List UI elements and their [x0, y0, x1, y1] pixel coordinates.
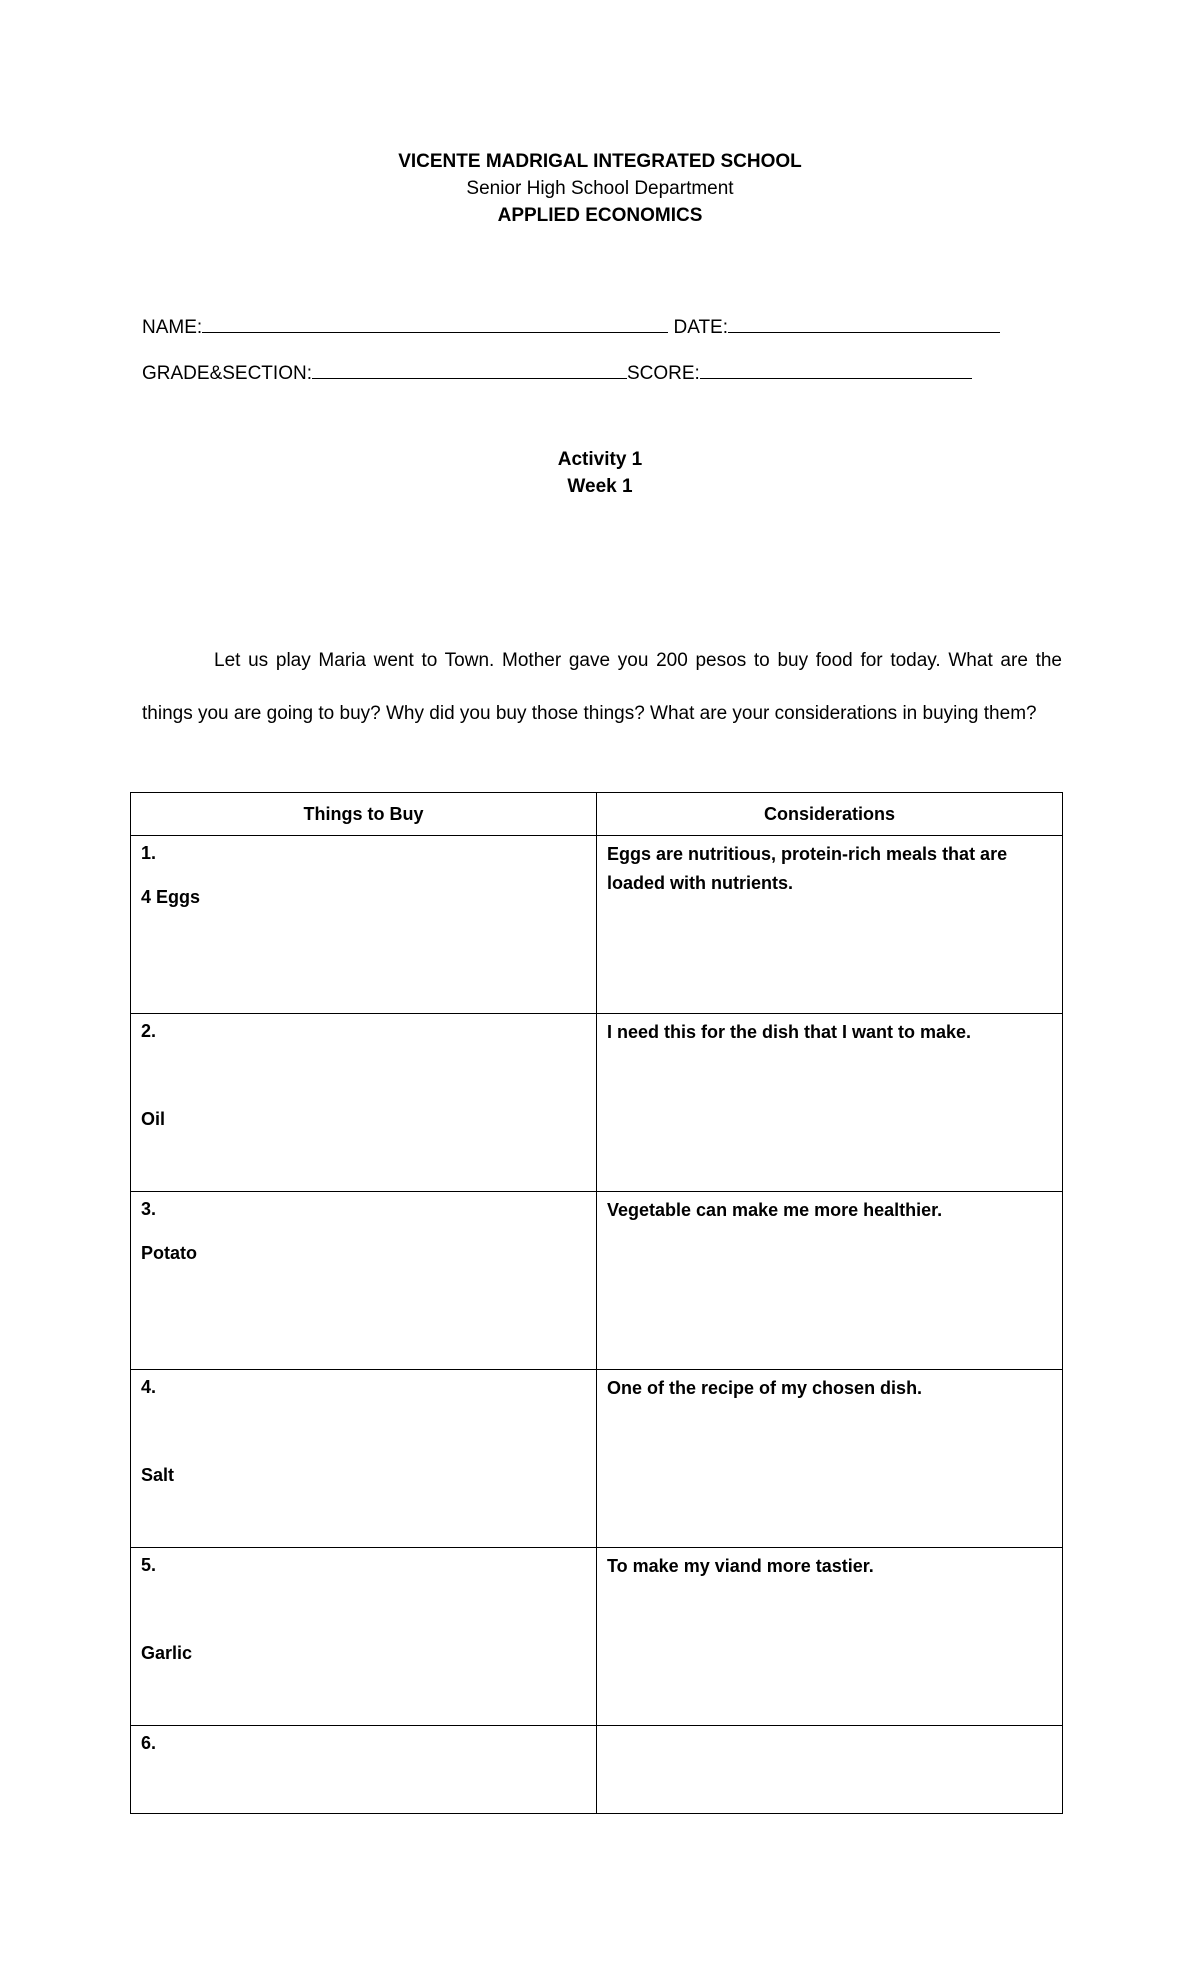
consideration-cell[interactable] [597, 1726, 1063, 1814]
consideration-text: One of the recipe of my chosen dish. [607, 1378, 923, 1398]
consideration-text: To make my viand more tastier. [607, 1556, 874, 1576]
table-header-row [131, 793, 1063, 836]
item-number: 2. [141, 1021, 157, 1041]
name-blank[interactable] [202, 316, 668, 333]
grade-score-line [142, 362, 972, 386]
date-label: DATE: [673, 317, 729, 338]
consideration-text: Eggs are nutritious, protein-rich meals that are loaded with nutrients. [607, 844, 1008, 893]
item-cell[interactable] [131, 1192, 597, 1370]
item-number: 5. [141, 1555, 157, 1575]
table-row [131, 1548, 1063, 1726]
score-blank[interactable] [700, 362, 972, 379]
table-row [131, 836, 1063, 1014]
item-number: 4. [141, 1377, 157, 1397]
subject-title: APPLIED ECONOMICS [497, 205, 703, 226]
name-date-line [142, 316, 1000, 340]
consideration-text: Vegetable can make me more healthier. [607, 1200, 943, 1220]
consideration-cell[interactable] [597, 1548, 1063, 1726]
item-name: Oil [141, 1109, 166, 1129]
activity-heading [0, 446, 1200, 500]
item-cell[interactable] [131, 1014, 597, 1192]
consideration-cell[interactable] [597, 1370, 1063, 1548]
item-number: 6. [141, 1733, 157, 1753]
name-label: NAME: [142, 317, 203, 338]
item-number: 3. [141, 1199, 157, 1219]
department-name: Senior High School Department [466, 178, 734, 199]
item-cell[interactable] [131, 1370, 597, 1548]
consideration-cell[interactable] [597, 1014, 1063, 1192]
grade-section-label: GRADE&SECTION: [142, 363, 312, 384]
document-header [0, 148, 1200, 229]
instructions-paragraph: Let us play Maria went to Town. Mother gave you 200 pesos to buy food for today. What are the things you are going to buy? Why did you buy those things? What are your considerations in buying them? [142, 650, 1062, 724]
date-blank[interactable] [728, 316, 1000, 333]
score-label: SCORE: [626, 363, 700, 384]
table-row [131, 1192, 1063, 1370]
item-cell[interactable] [131, 836, 597, 1014]
consideration-cell[interactable] [597, 1192, 1063, 1370]
table-row [131, 1370, 1063, 1548]
item-number: 1. [141, 843, 157, 863]
column-header-considerations: Considerations [597, 793, 1063, 836]
column-header-things-to-buy: Things to Buy [131, 793, 597, 836]
grade-section-blank[interactable] [312, 362, 627, 379]
item-name: Potato [141, 1243, 197, 1263]
table-row [131, 1726, 1063, 1814]
activity-week: Week 1 [567, 476, 633, 497]
item-cell[interactable] [131, 1548, 597, 1726]
activity-title: Activity 1 [557, 449, 643, 470]
consideration-cell[interactable] [597, 836, 1063, 1014]
consideration-text: I need this for the dish that I want to make. [607, 1022, 972, 1042]
school-name: VICENTE MADRIGAL INTEGRATED SCHOOL [398, 151, 802, 172]
item-name: 4 Eggs [141, 887, 201, 907]
item-name: Salt [141, 1465, 175, 1485]
item-cell[interactable] [131, 1726, 597, 1814]
item-name: Garlic [141, 1643, 193, 1663]
table-row [131, 1014, 1063, 1192]
things-to-buy-table [130, 792, 1063, 1814]
